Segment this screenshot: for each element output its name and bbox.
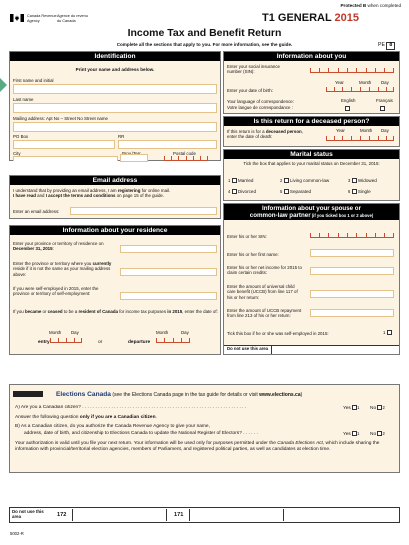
mailing-field[interactable] <box>13 122 217 132</box>
email-text1b: for online mail. <box>140 188 171 193</box>
became-h: in 2015 <box>167 309 183 314</box>
answer-c: . <box>155 415 157 420</box>
dob-day-label: Day <box>381 80 389 85</box>
residence-current-a: Enter the province or territory where you <box>13 261 93 266</box>
marital-option-number: 2 <box>280 178 283 183</box>
became-c: or <box>41 309 48 314</box>
departure-day-label: Day <box>181 330 189 335</box>
became-d: ceased <box>47 309 63 314</box>
identification-section <box>9 51 221 161</box>
marital-title: Marital status <box>224 150 399 159</box>
question-b-line2: address, date of birth, and citizenship to Elections Canada to update the National Register of Electors? . . . . . . <box>24 431 258 436</box>
spouse-self-emp-check[interactable] <box>383 330 392 335</box>
marital-section <box>223 149 400 201</box>
footer-area <box>9 507 400 523</box>
deceased-text-bold: deceased person <box>265 129 302 134</box>
death-day-label: Day <box>381 128 389 133</box>
last-name-label: Last name <box>13 97 34 102</box>
protected-label: Protected B <box>340 3 367 8</box>
sin-field[interactable] <box>310 66 394 73</box>
deceased-text <box>227 129 313 140</box>
yes-num: 1 <box>357 404 360 410</box>
email-text2-bold2: I accept the terms and conditions <box>45 193 116 199</box>
deceased-text-pre: If this return is for a <box>227 129 266 134</box>
email-text2-end: on page 15 of the guide. <box>115 193 165 199</box>
email-terms <box>10 185 220 199</box>
dob-label: Enter your date of birth: <box>227 88 273 93</box>
email-text1: I understand that by providing an email address, I am <box>13 188 118 193</box>
email-enter-label: Enter an email address: <box>13 209 60 214</box>
spouse-net-label: Enter his or her net income for 2015 to claim certain credits: <box>227 265 302 276</box>
lang-label-fr: Votre langue de correspondance : <box>227 105 293 110</box>
residence-selfemp-field[interactable] <box>120 292 217 300</box>
mailing-label: Mailing address: Apt No – Street No Street name <box>13 116 108 121</box>
deceased-title: Is this return for a deceased person? <box>224 117 399 126</box>
about-you-section <box>223 51 400 114</box>
field-171-label: 171 <box>174 512 184 518</box>
entry-month-label: Month <box>49 330 62 335</box>
city-label: City <box>13 151 21 156</box>
residence-dec31-c: : <box>52 246 54 252</box>
instructions: Complete all the sections that apply to you. For more information, see the guide. <box>116 42 293 47</box>
postal-label: Postal code <box>173 151 196 156</box>
protected-b <box>340 3 401 8</box>
answer-a: Answer the following question <box>15 415 80 420</box>
dob-field[interactable] <box>326 85 394 92</box>
question-a-no[interactable] <box>370 405 385 411</box>
cra-name-fr: Agence du revenu du Canada <box>57 14 88 23</box>
field-172-box <box>72 509 167 521</box>
spouse-first-field[interactable] <box>310 249 394 257</box>
english-label: English <box>341 98 356 103</box>
postal-code-field[interactable] <box>164 154 208 161</box>
po-box-field[interactable] <box>13 140 115 149</box>
spouse-do-not-use-area <box>224 345 399 354</box>
residence-current-b: currently <box>92 261 112 266</box>
checkbox[interactable] <box>232 189 237 194</box>
auth-2: , which include sharing the information with provincial/territorial election agencies, members of Parliament, and registered political parties, as well as candidates at election time. <box>15 441 380 453</box>
spouse-self-emp-label: Tick this box if he or she was self-employed in 2015: <box>227 331 329 336</box>
spouse-sin-label: Enter his or her SIN: <box>227 234 267 239</box>
death-month-label: Month <box>360 128 373 133</box>
no-label: No <box>370 405 377 411</box>
marital-option-label: Single <box>357 189 371 194</box>
email-text1-bold: registering <box>117 188 141 193</box>
marital-option-label: Widowed <box>357 178 377 183</box>
departure-month-label: Month <box>156 330 169 335</box>
footer-do-not-use: Do not use this area <box>12 509 44 520</box>
form-year: 2015 <box>334 12 360 24</box>
marital-option-3[interactable] <box>348 178 377 184</box>
elections-note: (see the Elections Canada page in the tax guide for details or visit <box>110 392 260 398</box>
cra-name-en: Canada Revenue Agency <box>27 14 57 23</box>
dob-month-label: Month <box>359 80 372 85</box>
deceased-text-post: , enter the date of death: <box>227 129 303 140</box>
became-e: to be a <box>62 309 79 314</box>
marital-option-number: 3 <box>348 178 351 183</box>
residence-current-c: reside if it is not the same as your mailing address above: <box>13 266 111 277</box>
spouse-title-line2 <box>224 212 399 219</box>
email-text2-bold: I have read <box>13 193 36 199</box>
entry-date-field[interactable] <box>50 336 82 343</box>
residence-selfemp-label: If you were self-employed in 2015, enter the province or territory of self-employment: <box>13 286 99 297</box>
became-f: resident of Canada <box>78 309 118 314</box>
marital-option-4[interactable] <box>228 189 256 195</box>
elections-header <box>56 391 302 399</box>
spouse-title-line1: Information about your spouse or <box>261 205 361 212</box>
pe-label: PE <box>378 42 385 48</box>
spouse-self-emp-number: 1 <box>383 330 386 335</box>
marital-option-5[interactable] <box>280 189 311 195</box>
deceased-section <box>223 116 400 147</box>
question-b-yes[interactable] <box>343 431 360 437</box>
marital-option-label: Divorced <box>237 189 257 194</box>
elections-section <box>9 384 400 473</box>
arrow-marker-icon <box>0 78 7 92</box>
city-field[interactable] <box>13 156 118 161</box>
identification-title: Identification <box>10 52 220 61</box>
field-172-label: 172 <box>57 512 67 518</box>
residence-title: Information about your residence <box>10 226 220 235</box>
residence-dec31-b: December 31, 2015 <box>13 246 53 252</box>
spouse-net-field[interactable] <box>310 267 394 275</box>
email-title: Email address <box>10 176 220 185</box>
checkbox[interactable] <box>284 178 289 183</box>
checkbox[interactable] <box>284 189 289 194</box>
marital-subtitle: Tick the box that applies to your marital status on December 31, 2015: <box>243 161 380 166</box>
spouse-first-label: Enter his or her first name: <box>227 252 279 257</box>
checkbox[interactable] <box>387 330 392 335</box>
became-a: If you <box>13 309 25 314</box>
marital-option-number: 4 <box>228 189 231 194</box>
page-title: Income Tax and Benefit Return <box>127 27 282 39</box>
pe-value: 8 <box>386 42 395 50</box>
form-code-text: T1 GENERAL <box>262 12 332 24</box>
spouse-title-main: common-law partner <box>249 212 311 220</box>
field-171-box <box>189 509 284 521</box>
checkbox[interactable] <box>352 178 357 183</box>
francais-checkbox[interactable] <box>380 106 385 111</box>
spouse-uccb-repay-label: Enter the amount of UCCB repayment from line 213 of his or her return: <box>227 308 302 319</box>
auth-1: Your authorization is valid until you file your next return. Your information will be used only for purposes permitted under the <box>15 441 278 446</box>
po-box-label: PO Box <box>13 134 29 139</box>
marital-option-label: Married <box>237 178 254 183</box>
rr-field[interactable] <box>118 140 217 149</box>
spouse-title-note: (if you ticked box 1 or 2 above) <box>310 213 374 219</box>
first-name-field[interactable] <box>13 84 217 94</box>
email-section <box>9 175 221 219</box>
form-code <box>262 12 359 25</box>
sin-label: Enter your social insurance number (SIN): <box>227 64 280 75</box>
death-date-field[interactable] <box>326 134 394 141</box>
question-a: A) Are you a Canadian citizen? . . . . . . . . . . . . . . . . . . . . . . . . . . . . . . . . . . . . . . . . . . . . . . . . . . . . . . . . . . . . . . <box>15 405 247 410</box>
question-b-line1: B) As a Canadian citizen, do you authorize the Canada Revenue Agency to give your name, <box>15 424 210 429</box>
form-number: 5002-R <box>10 531 24 536</box>
marital-option-number: 6 <box>348 189 351 194</box>
marital-option-label: Living common-law <box>289 178 330 183</box>
spouse-uccb-repay-field[interactable] <box>310 309 394 317</box>
answer-b: only if you are a Canadian citizen <box>79 415 156 420</box>
residence-became-label <box>13 309 218 314</box>
email-field[interactable] <box>70 207 217 215</box>
residence-dec31-field[interactable] <box>120 245 217 253</box>
or-label: or <box>98 340 103 345</box>
spouse-uccb-field[interactable] <box>310 290 394 298</box>
residence-section <box>9 225 221 355</box>
marital-option-1[interactable] <box>228 178 253 184</box>
elections-url[interactable]: www.elections.ca <box>259 392 301 398</box>
became-g: for income tax purposes <box>117 309 168 314</box>
residence-current-label <box>13 261 113 277</box>
became-i: , enter the date of: <box>182 309 218 314</box>
yes-label: Yes <box>343 431 351 437</box>
francais-label: Français <box>376 98 393 103</box>
checkbox[interactable] <box>232 178 237 183</box>
print-label: Print your name and address below. <box>75 67 155 72</box>
no-num: 2 <box>382 404 385 410</box>
spouse-do-not-use-label: Do not use this area <box>224 346 272 354</box>
protected-sub: when completed <box>366 3 401 8</box>
email-text2: and <box>35 193 46 199</box>
elections-title: Elections Canada <box>56 391 111 398</box>
entry-label: entry <box>38 340 50 345</box>
spouse-uccb-label: Enter the amount of universal child care benefit (UCCB) from line 117 of his or her return: <box>227 284 298 300</box>
spouse-title <box>224 204 399 220</box>
no-num: 2 <box>382 430 385 436</box>
english-checkbox[interactable] <box>345 106 350 111</box>
residence-dec31-label <box>13 241 111 252</box>
spouse-sin-field[interactable] <box>310 231 394 238</box>
departure-label: departure <box>128 340 151 345</box>
yes-label: Yes <box>343 405 351 411</box>
rr-label: RR <box>118 134 125 139</box>
elections-logo-icon <box>13 391 43 397</box>
departure-date-field[interactable] <box>156 336 190 343</box>
became-b: became <box>24 309 42 314</box>
question-a-yes[interactable] <box>343 405 360 411</box>
marital-option-number: 5 <box>280 189 283 194</box>
elections-note-end: ) <box>300 392 303 398</box>
canada-flag-icon <box>10 14 24 22</box>
residence-dec31-a: Enter your province or territory of residence on <box>13 241 104 246</box>
question-b-no[interactable] <box>370 431 385 437</box>
spouse-section <box>223 203 400 355</box>
marital-option-2[interactable] <box>280 178 329 184</box>
marital-option-number: 1 <box>228 178 231 183</box>
about-you-title: Information about you <box>224 52 399 61</box>
prov-field[interactable] <box>120 154 148 162</box>
answer-note <box>15 415 157 421</box>
pe-code <box>378 42 395 50</box>
yes-num: 1 <box>357 430 360 436</box>
authorization-text <box>15 441 397 453</box>
death-year-label: Year <box>336 128 345 133</box>
lang-label-en: Your language of correspondence: <box>227 99 294 104</box>
auth-italic: Canada Elections Act <box>277 441 323 446</box>
residence-current-field[interactable] <box>120 268 217 276</box>
no-label: No <box>370 431 377 437</box>
first-name-label: First name and initial <box>13 78 54 83</box>
entry-day-label: Day <box>71 330 79 335</box>
dob-year-label: Year <box>335 80 344 85</box>
marital-option-6[interactable] <box>348 189 371 195</box>
last-name-field[interactable] <box>13 103 217 113</box>
marital-option-label: Separated <box>289 189 312 194</box>
checkbox[interactable] <box>352 189 357 194</box>
